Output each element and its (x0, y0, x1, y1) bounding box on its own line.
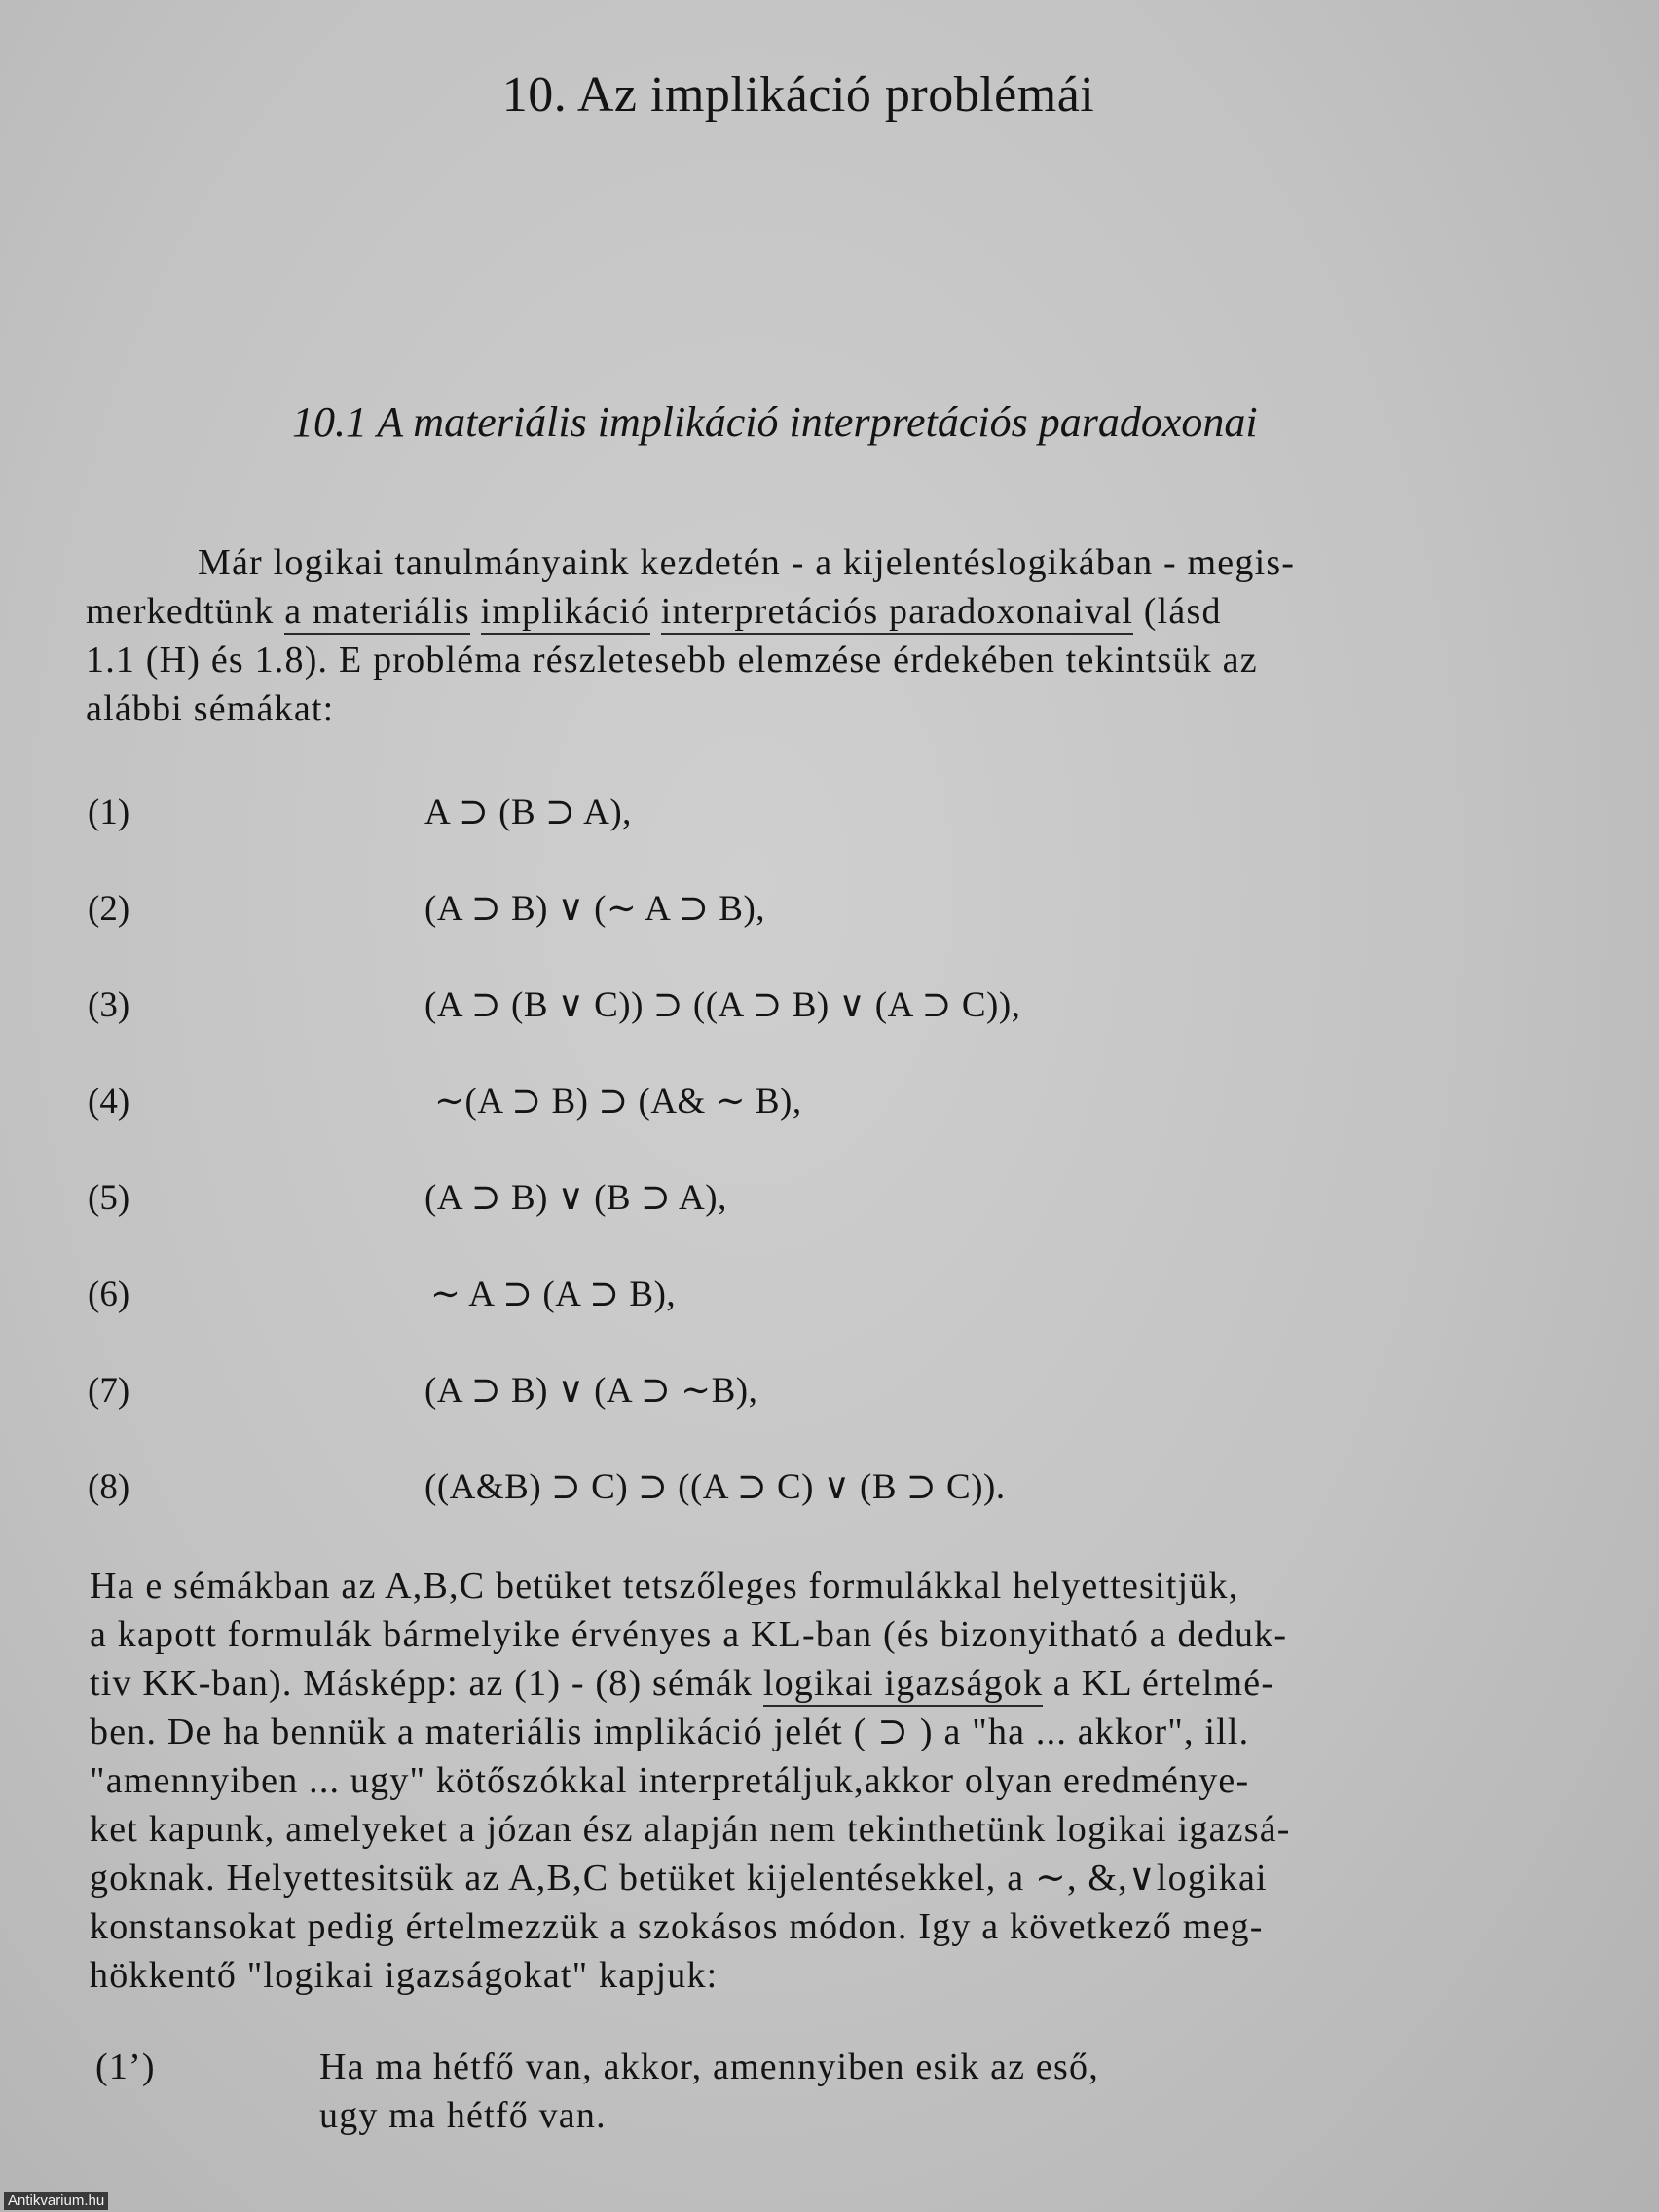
paragraph-line (90, 1659, 1530, 1708)
schema-row (88, 885, 765, 934)
schema-row (88, 1271, 676, 1319)
schema-number: (8) (88, 1467, 130, 1507)
schema-number: (4) (88, 1082, 130, 1122)
paragraph-line: 1.1 (H) és 1.8). E probléma részletesebb elemzése érdekében tekintsük az (86, 640, 1258, 681)
schema-row (88, 1367, 757, 1416)
schema-number: (2) (88, 889, 130, 929)
schema-formula: (A ⊃ B) ∨ (∼ A ⊃ B), (424, 889, 766, 929)
example-number: (1’) (95, 2046, 156, 2087)
paragraph-line: goknak. Helyettesitsük az A,B,C betüket kijelentésekkel, a ∼, &,∨logikai (90, 1858, 1268, 1899)
paragraph-line: Ha e sémákban az A,B,C betüket tetszőleges formulákkal helyettesitjük, (90, 1566, 1239, 1606)
schema-row (88, 1174, 727, 1223)
section-title: 10.1 A materiális implikáció interpretációs paradoxonai (292, 398, 1258, 446)
schema-row (88, 1463, 1006, 1512)
paragraph-text: a KL értelmé- (1052, 1663, 1275, 1704)
underlined-phrase: a materiális (284, 591, 470, 635)
watermark: Antikvarium.hu (4, 2192, 108, 2210)
paragraph-line: konstansokat pedig értelmezzük a szokásos módon. Igy a következő meg- (90, 1906, 1264, 1947)
paragraph-line: a kapott formulák bármelyike érvényes a KL-ban (és bizonyitható a deduk- (90, 1614, 1288, 1655)
intro-paragraph (86, 538, 1527, 733)
example-text (319, 2043, 1099, 2140)
schema-row (88, 789, 632, 837)
underlined-phrase: logikai igazságok (763, 1663, 1043, 1707)
paragraph-line (86, 587, 1527, 636)
underlined-phrase: interpretációs paradoxonaival (661, 591, 1133, 635)
example-line: ugy ma hétfő van. (319, 2095, 607, 2136)
paragraph-line: ben. De ha bennük a materiális implikáció jelét ( ⊃ ) a "ha ... akkor", ill. (90, 1712, 1250, 1752)
paragraph-line: hökkentő "logikai igazságokat" kapjuk: (90, 1955, 719, 1996)
schema-row (88, 981, 1020, 1030)
schema-number: (1) (88, 793, 130, 832)
schema-formula: ∼ A ⊃ (A ⊃ B), (430, 1274, 677, 1314)
schema-formula: ((A&B) ⊃ C) ⊃ ((A ⊃ C) ∨ (B ⊃ C)). (424, 1467, 1006, 1507)
paragraph-line: alábbi sémákat: (86, 688, 335, 729)
paragraph-line: Már logikai tanulmányaink kezdetén - a kijelentéslogikában - megis- (198, 542, 1296, 583)
schema-number: (5) (88, 1178, 130, 1218)
schema-formula: A ⊃ (B ⊃ A), (424, 793, 632, 832)
schema-number: (7) (88, 1371, 130, 1411)
paragraph-line: "amennyiben ... ugy" kötőszókkal interpretáljuk,akkor olyan eredménye- (90, 1760, 1250, 1801)
schema-formula: (A ⊃ (B ∨ C)) ⊃ ((A ⊃ B) ∨ (A ⊃ C)), (424, 985, 1021, 1025)
underlined-phrase: implikáció (481, 591, 651, 635)
paragraph-line: ket kapunk, amelyeket a józan ész alapján nem tekinthetünk logikai igazsá- (90, 1809, 1291, 1850)
paragraph-text: merkedtünk (86, 591, 275, 632)
schema-number: (3) (88, 985, 130, 1025)
paragraph-text: (lásd (1143, 591, 1222, 632)
schema-formula: (A ⊃ B) ∨ (B ⊃ A), (424, 1178, 727, 1218)
explanation-paragraph (90, 1562, 1530, 2000)
schema-row (88, 1078, 802, 1126)
schema-formula: ∼(A ⊃ B) ⊃ (A& ∼ B), (434, 1082, 802, 1122)
schema-number: (6) (88, 1274, 130, 1314)
chapter-title: 10. Az implikáció problémái (501, 67, 1095, 123)
paragraph-text: tiv KK-ban). Másképp: az (1) - (8) sémák (90, 1663, 754, 1704)
schema-formula: (A ⊃ B) ∨ (A ⊃ ∼B), (424, 1371, 758, 1411)
example-line: Ha ma hétfő van, akkor, amennyiben esik az eső, (319, 2046, 1099, 2087)
